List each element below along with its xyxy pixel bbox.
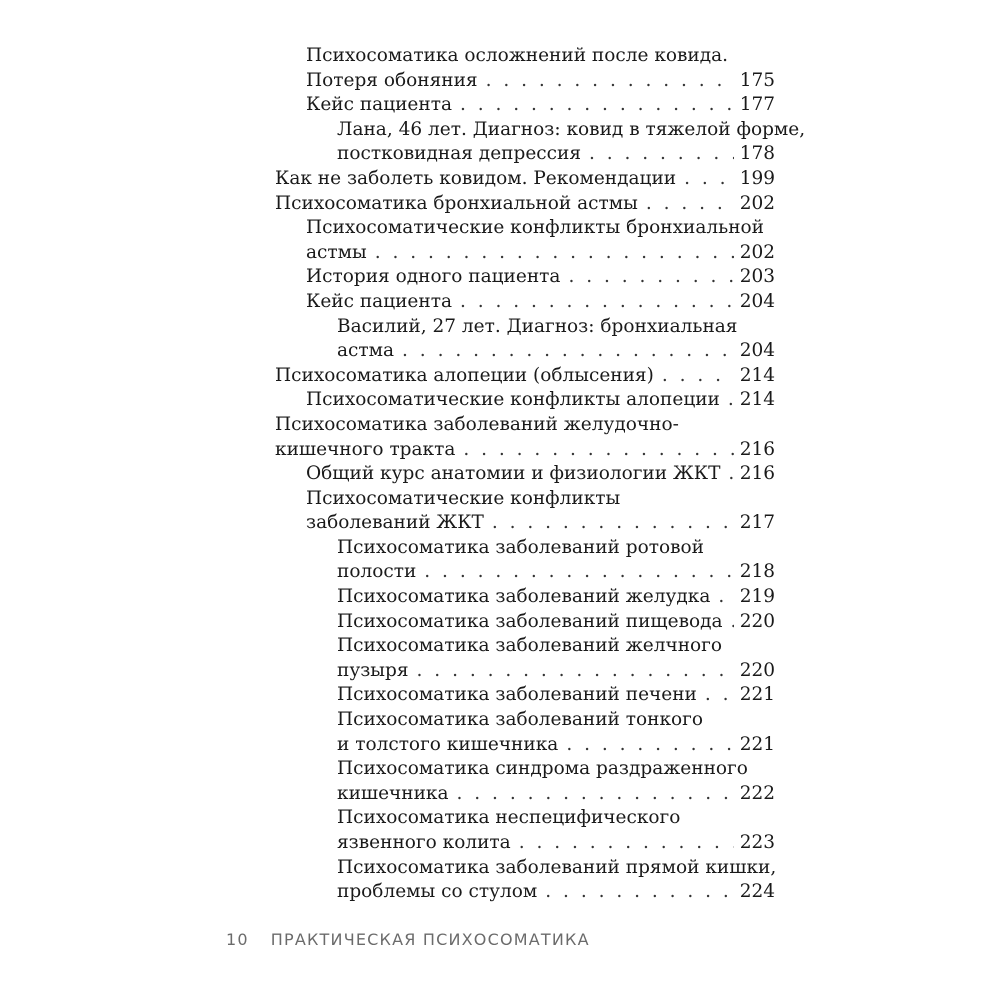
toc-page-number: 220 — [739, 610, 775, 632]
dot-leader — [463, 438, 733, 463]
toc-entry-title-line: Психосоматические конфликты — [306, 487, 621, 509]
toc-entry — [275, 708, 775, 757]
toc-page-number: 220 — [739, 659, 775, 681]
toc-entry-title-line: кишечного тракта — [275, 438, 456, 460]
toc-entry-title-line: заболеваний ЖКТ — [306, 512, 484, 534]
toc-entry-title-line: и толстого кишечника — [337, 733, 559, 755]
toc-entry-title-line: Общий курс анатомии и физиологии ЖКТ — [306, 463, 721, 485]
toc-entry — [275, 413, 775, 462]
toc-entry — [275, 364, 775, 389]
toc-entry — [275, 167, 775, 192]
toc-entry-title-line: астма — [337, 340, 395, 362]
toc-entry-title-line: Психосоматика алопеции (облысения) — [275, 364, 654, 386]
dot-leader — [566, 733, 733, 758]
dot-leader — [589, 142, 734, 167]
toc-entry — [275, 93, 775, 118]
dot-leader — [568, 265, 733, 290]
dot-leader — [402, 339, 734, 364]
dot-leader — [728, 388, 734, 413]
toc-page-number: 217 — [739, 512, 775, 534]
toc-page-number: 216 — [739, 463, 775, 485]
toc-entry-last-line — [337, 585, 775, 610]
toc-entry-last-line — [337, 659, 775, 684]
dot-leader — [646, 192, 734, 217]
toc-entry — [275, 585, 775, 610]
toc-entry — [275, 388, 775, 413]
toc-entry-title-line: Психосоматика осложнений после ковида. — [306, 45, 729, 66]
toc-entry — [275, 118, 806, 167]
toc-entry-title-line: Потеря обоняния — [306, 69, 478, 91]
toc-entry-last-line — [306, 290, 775, 315]
toc-entry-last-line — [337, 880, 775, 905]
running-title: ПРАКТИЧЕСКАЯ ПСИХОСОМАТИКА — [270, 930, 590, 949]
toc-entry-last-line — [306, 93, 775, 118]
dot-leader — [662, 364, 734, 389]
toc-entry-last-line — [306, 69, 775, 94]
toc-page-number: 214 — [739, 364, 775, 386]
toc-entry-last-line — [275, 192, 775, 217]
page-footer — [226, 930, 590, 949]
toc-page-number: 222 — [739, 782, 775, 804]
dot-leader — [545, 880, 733, 905]
toc-entry-title-line: Психосоматика заболеваний тонкого — [337, 709, 703, 731]
toc-entry — [275, 634, 775, 683]
toc-entry-title-line: Психосоматика заболеваний печени — [337, 684, 697, 706]
toc-entry-title-line: Василий, 27 лет. Диагноз: бронхиальная — [337, 315, 738, 337]
toc-entry-title-line: Кейс пациента — [306, 290, 452, 312]
toc-page-number: 218 — [739, 561, 775, 583]
toc-entry-last-line — [306, 511, 775, 536]
toc-entry — [275, 192, 775, 217]
toc-entry-title-line: кишечника — [337, 782, 449, 804]
dot-leader — [705, 683, 734, 708]
toc-entry-last-line — [337, 560, 775, 585]
toc-entry-last-line — [275, 167, 775, 192]
dot-leader — [375, 241, 734, 266]
toc-entry-title-line: Психосоматические конфликты алопеции — [306, 389, 720, 411]
toc-entry-title-line: Психосоматика заболеваний пищевода — [337, 610, 723, 632]
toc-entry — [275, 536, 775, 585]
toc-entry — [275, 610, 775, 635]
toc-entry — [275, 44, 775, 93]
toc-entry-title-line: История одного пациента — [306, 266, 561, 288]
dot-leader — [460, 290, 734, 315]
toc-entry-title-line: Психосоматика заболеваний желчного — [337, 635, 723, 657]
toc-entry-last-line — [306, 241, 775, 266]
toc-entry-title-line: Психосоматика бронхиальной астмы — [275, 192, 638, 214]
toc-page-number: 221 — [739, 733, 775, 755]
toc-entry — [275, 462, 775, 487]
toc-page-number: 219 — [739, 586, 775, 608]
toc-entry-last-line — [306, 462, 775, 487]
dot-leader — [519, 831, 734, 856]
page-number: 10 — [226, 930, 249, 949]
toc-page-number: 177 — [739, 94, 775, 116]
toc-page-number: 204 — [739, 290, 775, 312]
table-of-contents — [275, 44, 806, 905]
toc-entry-title-line: Психосоматика неспецифического — [337, 807, 681, 829]
toc-entry-last-line — [306, 388, 775, 413]
toc-entry-title-line: астмы — [306, 241, 367, 263]
toc-entry-last-line — [337, 831, 775, 856]
dot-leader — [492, 511, 734, 536]
toc-entry-last-line — [337, 610, 775, 635]
toc-page-number: 224 — [739, 881, 775, 903]
toc-entry — [275, 487, 775, 536]
toc-entry — [275, 315, 775, 364]
toc-entry-title-line: Психосоматика синдрома раздраженного — [337, 758, 748, 780]
toc-entry — [275, 683, 775, 708]
toc-entry-title-line: Лана, 46 лет. Диагноз: ковид в тяжелой форме, — [337, 118, 806, 140]
toc-entry — [275, 806, 775, 855]
toc-entry-title-line: полости — [337, 561, 417, 583]
toc-entry — [275, 216, 775, 265]
toc-entry-title-line: Кейс пациента — [306, 94, 452, 116]
toc-page-number: 175 — [739, 69, 775, 91]
toc-page-number: 202 — [739, 241, 775, 263]
dot-leader — [486, 69, 734, 94]
dot-leader — [460, 93, 734, 118]
dot-leader — [684, 167, 734, 192]
toc-entry — [275, 757, 775, 806]
toc-entry-title-line: проблемы со стулом — [337, 881, 538, 903]
toc-entry-last-line — [337, 683, 775, 708]
toc-page-number: 204 — [739, 340, 775, 362]
toc-entry-last-line — [306, 265, 775, 290]
toc-entry-title-line: Психосоматика заболеваний прямой кишки, — [337, 856, 777, 878]
toc-entry — [275, 265, 775, 290]
toc-entry-title-line: Как не заболеть ковидом. Рекомендации — [275, 167, 677, 189]
dot-leader — [417, 659, 734, 684]
dot-leader — [424, 560, 733, 585]
toc-entry-title-line: Психосоматика заболеваний желудка — [337, 586, 711, 608]
dot-leader — [457, 782, 734, 807]
dot-leader — [718, 585, 733, 610]
dot-leader — [728, 462, 733, 487]
toc-entry-title-line: Психосоматика заболеваний ротовой — [337, 536, 705, 558]
toc-page-number: 203 — [739, 266, 775, 288]
toc-entry — [275, 856, 775, 905]
toc-entry-title-line: пузыря — [337, 659, 409, 681]
toc-entry — [275, 290, 775, 315]
toc-entry-last-line — [337, 782, 775, 807]
toc-page-number: 199 — [739, 167, 775, 189]
toc-page-number: 178 — [739, 143, 775, 165]
toc-entry-last-line — [275, 438, 775, 463]
toc-entry-last-line — [337, 142, 775, 167]
toc-page-number: 202 — [739, 192, 775, 214]
toc-entry-title-line: Психосоматические конфликты бронхиальной — [306, 217, 765, 239]
toc-entry-title-line: язвенного колита — [337, 832, 511, 853]
toc-entry-title-line: Психосоматика заболеваний желудочно- — [275, 413, 679, 435]
toc-entry-last-line — [337, 733, 775, 758]
toc-entry-last-line — [275, 364, 775, 389]
toc-page-number: 223 — [739, 832, 775, 853]
toc-page-number: 214 — [739, 389, 775, 411]
dot-leader — [731, 610, 734, 635]
toc-page-number: 216 — [739, 438, 775, 460]
toc-page-number: 221 — [739, 684, 775, 706]
toc-entry-title-line: постковидная депрессия — [337, 143, 581, 165]
toc-entry-last-line — [337, 339, 775, 364]
